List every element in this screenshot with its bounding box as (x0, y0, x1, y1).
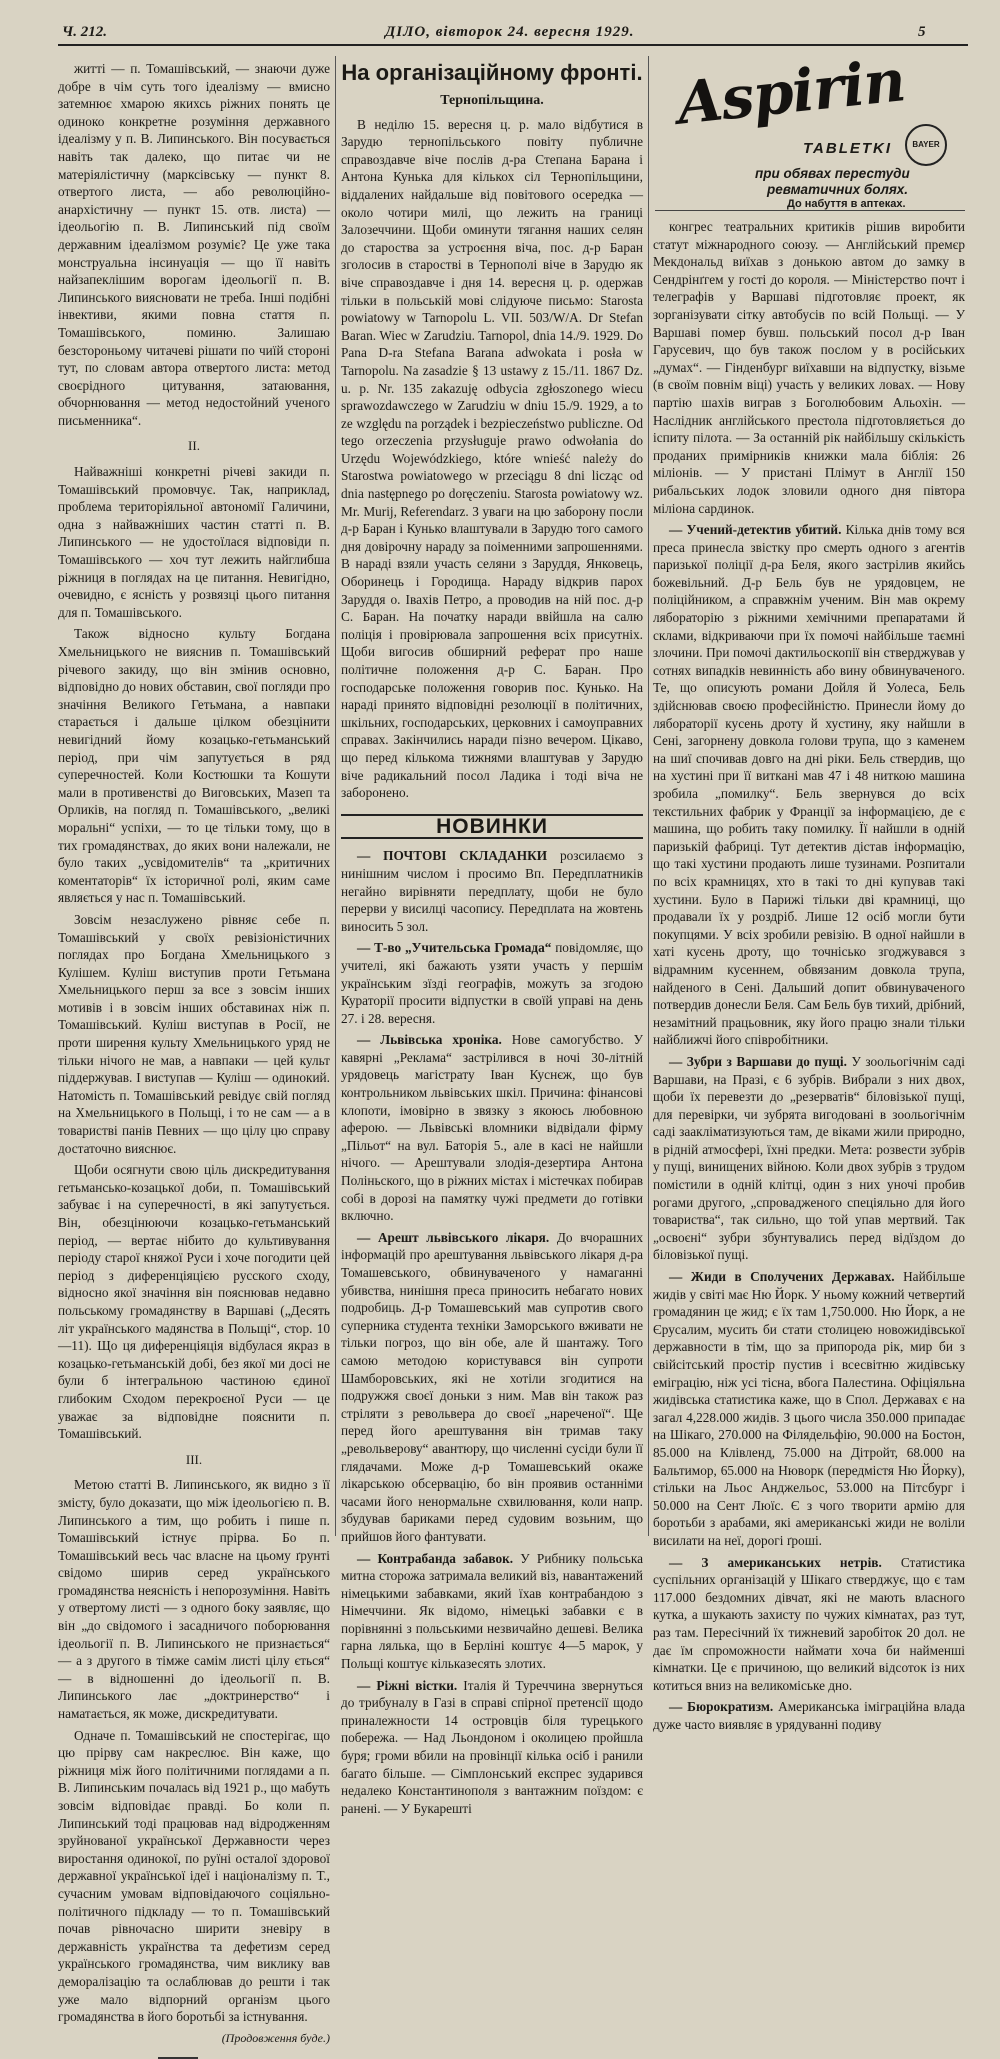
news-headline: — Учений-детектив убитий. (669, 522, 842, 538)
news-item (341, 1550, 643, 1673)
page-header (0, 24, 1000, 46)
news-item (341, 939, 643, 1027)
news-headline: — Львівська хроніка. (357, 1032, 502, 1048)
news-headline: — Зубри з Варшави до пущі. (669, 1053, 847, 1069)
news-text: розсилаємо з нинішним числом і просимо Вп. Передплатників негайно вирівняти передплату, щоби не було перерви у висилці часопису. Передплата на жовтень виносить 5 зол. (341, 848, 643, 934)
news-text: У зоольогічнім саді Варшави, на Празі, є 6 зубрів. Вибрали з них двох, щоби їх перевезти до „резерватів“ біловізької пущі, для перевірки, чи зубрята вигодовані в зоольогічнім саді заакліматизуються там, де віками жили природно, в рідній атмосфері, їхні предки. Мета: розвести зубрів у пущі, винищених війною. Коли двох зубрів з трудом помістили в одній клітці, один з них уночі пробив рогами другого, „спровадженого спеціяльно для його товариства“, так сильно, що той упав мертвий. Так „освоєні“ зубри збунтувались перед відїздом до біловізької пущі. (653, 1053, 965, 1263)
paragraph: Одначе п. Томашівський не спостерігає, що цю прірву сам накреслює. Він каже, що ріжниця між його політичними поглядами а п. В. Липинським почалась від 1921 р., що мабуть зовсім відповідає правді. Бо коли п. Липинський тоді працював над відродженням зруйнованої української Державности через виростання одинокої, по руїні осталої здорової державної української ідеї і націоналізму п. Т., сучасним умовам відповідаючого соціяльно-політичного підкладу — то п. Томашівський почав рівночасно ширити зневіру в державність українства та дефетизм серед українського громадянства, чим виклику вав деморалізацію та ослаблював до решти і так уже мало відпорний організм цього громадянства в його боротьбі за істнування. (58, 1727, 330, 2025)
news-item (653, 1698, 965, 1733)
paragraph: Також відносно культу Богдана Хмельницького не вияснив п. Томашівський річевого закиду, що він змінив основно, відповідно до нових обставин, свої погляди про значіння Великого Гетьмана, а навпаки старається і дальше цілком обезцінити невигідний йому козацько-гетьманський період, при чім запутується в ряд суперечностей. Коли Костюшки та Кошути мали в противенстві до Виговських, Мазеп та Орликів, на погляд п. Томашівського, „великі моральні“ успіхи, — то це тільки тому, що в тих громадянствах, до яких вони належали, не було таких „усвідомителів“ та „критичних коментаторів“ їх історичної ролі, яким саме являється у нас п. Томашівський. (58, 626, 330, 906)
news-headline: — Т-во „Учительська Громада“ (357, 940, 552, 956)
news-headline: — Арешт львівського лікаря. (357, 1229, 550, 1245)
news-section-header: НОВИНКИ (341, 814, 643, 840)
paragraph: житті — п. Томашівський, — знаючи дуже добре в чім суть того ідеалізму — вмисно затемнює хмарою якихсь ріжних понять це одиноко конкретне розуміння державного ідеалізму у п. В. Липинського. Він посувається навіть так далеко, що питає чи не матеріялістичну (марксівську — пункт 8. отвертого листа, — або революційно-анархістичну — пункт 15. отв. листа) — ідеольогію п. В. Липинський під своїм державним ідеалізмом розуміє? Це уже така монструальна інсинуація — що її навіть найзапеклішим ворогам ідеольогії п. В. Липинського виясновати не треба. Інші подібні інвективи, якими повна стаття п. Томашівського, поминю. Залишаю безстороньому читачеві рішати по чиїй стороні тут, по словам автора отвертого листа: метод своєрідного цитування, затаювання, обчорнювання — метод недостойний ученого письменника“. (58, 61, 330, 428)
section-number: III. (185, 1451, 203, 1467)
news-text: Кілька днів тому вся преса принесла звістку про смерть одного з агентів паризької поліції д-ра Беля, якого застрілив якийсь божевільний. Д-р Бель був не урядовцем, не поліційником, а справжнім ученим. Він мав окрему лябораторію з ріжними хемічними препаратами й склами, відкриваючи при їх помочі найбільше таємні злочини. При помочі дактильоскопії він стверджував у сотнях випадків невинність або вину обвинуваченого. Те, що описують романи Дойля й Уолеса, Бель здійснював своєю професійністю. Принесли йому до лябораторії кусень дроту й хустину, яку найшли в Сені, загорнену довкола голови трупа, що з каменем на шиї спочивав довго на дні ріки. Бель ствердив, що на хустині при її виткані мав 47 і 48 ниткою машина зробила „помилку“. Бель звернувся до всіх текстильних фабрик у Франції за інформацією, де є машина, що робить таку помилку. Її найшли в одній паризькій фабриці. Тут детектив дістав інформацію, що такі хустини продають лише тузинами. Розпитали по всіх крамницях, хто в такі то дні купував такі хустини. Було в Парижі тільки дві крамниці, що продавали їх у роздріб. Лише 12 осіб могли бути покупцями. У всіх зробили ревізію. В одної найшли в хаті кусень дроту, що точнісько згоджувався з відрамним кусеннем, обвязаним довкола трупа, найденого в Сені. Дальший допит обвинуваченого потвердив донесли Беля. Сам Бель був тихий, дрібний, незамітний працьовник, яку його працю знали тільки найближчі його співробітники. (653, 522, 965, 1048)
news-headline: — Ріжні вістки. (357, 1677, 458, 1693)
news-text: Американська іміграційна влада дуже часто виявляє в урядуванні подиву (653, 1699, 965, 1732)
paragraph: конгрес театральних критиків рішив виробити статут міжнародного союзу. — Англійський премєр Мекдональд виїхав з донькою автом до замку в Сендрінґгем у гості до короля. — Міністерство почт і телеграфів у Варшаві підготовляє проект, як зорганізувати сітку автобусів по всій Польщі. — У Варшаві помер бувш. польський посол д-р Іван Гарусевич, що був також послом у в російських „думах“. — Гінденбург виїхавши на відпустку, візьме (в своїм повнім віці) участь у великих ловах. — Нову партію шахів виграв з Боголюбовим Альохін. — Наслідник англійського престола підготовляється до іспиту пілота. — За останній рік найбільшу скількість проданих примірників книжки мала біблія: 26 міліонів. — У пристані Плімут в Англії 150 рибальських лодок зловили одного дня півтора міліона сардинок. (653, 219, 965, 516)
ad-line: при обявах перестуди (755, 166, 910, 181)
news-text: Найбільше жидів у світі має Ню Йорк. У ньому кожний четвертий громадянин це жид; є їх там 1,750.000. Ню Йорк, а не Єрусалим, мусить би стати столицею новожидівської державности в тім, що за припорода рік, мир би з свійсітський простір пустив і всесвітню жидівську еміграцію, ніж усі тісна, вбога Палестина. Офіціяльна жидівська статистика каже, що в Спол. Державах є на загал 4,228.000 жидів. З цього числа 350.000 припадає на Шікаго, 270.000 на Філядельфію, 90.000 на Бостон, 85.000 на Клівленд, 75.000 на Дітройт, 68.000 на Бальтимор, 65.000 на Нюворк (передмістя Ню Йорку), стільки на Льос Анджельос, 53.000 на Пітсбург і 50.000 на Сент Люїс. Є з чого творити армію для боротьби з арабами, які американські жиди не воліли висилати на неї, дорогі ґроші. (653, 1269, 965, 1548)
aspirin-advertisement (655, 46, 965, 211)
column-2 (341, 60, 643, 1816)
news-item (653, 1268, 965, 1550)
news-item (653, 521, 965, 1049)
paragraph: Найважніші конкретні річеві закиди п. Томашівський промовчує. Так, наприклад, проблема територіяльної автономії Галичини, одна з найважніших частин статті п. В. Липинського — не удостоїлася відповіди п. Томашівського — хоч тут лежить найглибша ріжниця в поглядах на це питання. Невигідно, очевидно, є ясність у розвязці цього питання для п. Томашівського. (58, 464, 330, 620)
news-headline: — З американських нетрів. (669, 1554, 882, 1570)
column-divider (335, 56, 336, 1536)
ad-line: ревматичних болях. (767, 182, 909, 197)
ad-line: До набуття в аптеках. (787, 198, 906, 210)
paragraph: В неділю 15. вересня ц. р. мало відбутися в Зарудю тернопільського повіту публичне справоздавче віче послів д-ра Степана Барана і Антона Кунька для кількох сіл Тернопільщини, віддалених найдальше від повітового осередка — около чотири милі, що лежить на границі Залозеччини. Щоби оминути тягання наших селян до староства за устроєння віча, пос. д-р Баран зголосив в старостві в Тернополі віче в Зарудю як віче справоздавче і дня 14. вересня ц. р. одержав тільки в польській мові слідуюче письмо: Starosta powiatowy w Tarnopolu L. VII. 503/W/A. Dr Stefan Baran. Wiec w Zarudziu. Tarnopol, dnia 14./9. 1929. Do Pana D-ra Stefana Barana adwokata i posła w Tarnopolu. Na zasadzie § 13 ustawy z 15./11. 1867 Dz. u. p. Nr. 135 zakazuję odbycia zgłoszonego wiecu sprawozdawczego w Zarudziu w dniu 15./9. 1929, a to ze względu na porządek i bezpieczeństwo publiczne. Od tego orzeczenia przysługuje prawo odwołania do Urzędu Wojewódzkiego, które wnieść należy do Starostwa powiatowego w przeciągu 8 dni licząc od dnia następnego po doręczeniu. Starosta powiatowy wz. Mr. Murij, Referendarz. З уваги на цю заборону посли д-р Баран і Кунько влаштували в Зарудю того самого дня довірочну нараду за поіменними запрошеннями. В нараді взяли участь селяни з Заруддя, Янковець, Оборинець і Городища. Нараду відкрив парох Заруддя о. Івахів Петро, а проводив на ній пос. д-р С. Баран. На початку наради ввійшла на салю поліція і провірювала запрошення всіх присутніх. Щоби вигосив обширний реферат про наше політичне положення д-р С. Баран. Про господарське положення говорив пос. Кунько. На нараді принято відповідні резолюції в політичних, шкільних, господарських, церковних і самоуправних справах. Закінчились наради пізно вечером. Цікаво, що перед кількома тижнями влаштував у Зарудю віче радикальний посол Ладика і тоді віча не заборонено. (341, 116, 643, 801)
news-text: повідомляє, що учителі, які бажають узяти участь у першім українським зїзді географів, можуть за згодою Кураторії просити відпустки в своїй управі на день 27. і 28. вересня. (341, 940, 643, 1026)
news-headline: — ПОЧТОВІ СКЛАДАНКИ (357, 848, 548, 864)
news-text: Статистика суспільних організацій у Шікаго стверджує, що є там 117.000 бездомних дівчат, які не мають власного кутка, а шукають захисту по чужих кімнатах, раз тут, раз там. Пересічний їх тижневий заробіток 20 дол. не дає їм спроможности наймати хоча би найменші кімнатки. Це є причиною, що великий відсоток із них котиться вниз на великоміське дно. (653, 1554, 965, 1693)
column-1 (58, 60, 330, 2045)
news-text: У Рибнику польська митна сторожа затримала великий віз, навантажений німецькими забавками, який їхав контрабандою з Німеччини. Як відомо, німецькі забавки є в порівнянні з польськими незвичайно дешеві. Велика гарна лялька, що в Берліні коштує 4—5 марок, у Польщі коштує кільказесять злотих. (341, 1550, 643, 1672)
continuation-note: (Продовження буде.) (221, 2030, 330, 2045)
article-subtitle: Тернопільщина. (440, 93, 544, 108)
page-number: 5 (918, 24, 926, 40)
ad-tablets-label: TABLETKI (803, 140, 893, 157)
news-item (341, 1031, 643, 1225)
article-title: На організаційному фронті. (341, 60, 643, 85)
news-headline: — Жиди в Сполучених Державах. (669, 1269, 895, 1285)
news-item (653, 1554, 965, 1695)
paragraph: Зовсім незаслужено рівняє себе п. Томашівський у своїх ревізіоністичних поглядах про Богдана Хмельницького з Кулішем. Куліш виступив проти Гетьмана Хмельницького перш за все з зовсім інших мотивів і в зовсім інших обставинах ніж п. Томашівський. Куліш виступав в Росії, не проти ширення культу Хмельницького уряд не тільки нічого не мав, а навпаки — цей культ піддержував. І виступав — Куліш — одинокий. Натомість п. Томашівський ревідує свій погляд на Хмельницького в Польщі, і то не сам — а в товаристві панів Певних — що цілу цю справу достаточно вияснює. (58, 911, 330, 1156)
header-rule (58, 44, 968, 46)
column-divider (648, 56, 649, 1536)
ad-brand: Aspirin (674, 46, 908, 138)
issue-number: Ч. 212. (62, 24, 107, 40)
news-item (653, 1053, 965, 1264)
paragraph: Щоби осягнути свою ціль дискредитування гетьмансько-козацької доби, п. Томашівський забуває і на суперечності, в які запутується. Він, обезцінюючи козацько-гетьманський період, — вертає нібито до культивування періоду старої княжої Руси і хоче погодити цей період з диференціяцією русского сходу, відносно якої значіння він пояснював недавно польському громадянству в Варшаві („Десять літ українського мадянства в Польщі“, стор. 10—11). Що ця диференціяція відбулася якраз в козацько-гетьманській добі, без якої ми досі не були б інтегральною частиною єдиної глибоким Сходом перекроєної Руси — це уважає за відповідне пояснити п. Томашівський. (58, 1162, 330, 1442)
news-item (341, 1229, 643, 1546)
news-headline: — Контрабанда забавок. (357, 1550, 514, 1566)
news-item (341, 1677, 643, 1818)
masthead: ДІЛО, вівторок 24. вересня 1929. (385, 24, 635, 40)
news-headline: — Бюрократизм. (669, 1699, 774, 1715)
paragraph: Метою статті В. Липинського, як видно з її змісту, було доказати, що між ідеольогією п. В. Липинського а тим, що робить і пише п. Томашівський істнує прірва. Бо п. Томашівський весь час власне на цьому ґрунті свідомо ширив серед українського громадянства неясність і непорозуміння. Навіть у отвертому листі — з одного боку заявляє, що він „до свідомого і засадничого поборювання ідеольогії п. В. Липинського не признається“ — а з другого в тімже самім листі цілу ється“ — в відношенні до ідеольогії п. В. Липинського лає „доктринерство“ і наматається, як може, дискредитувати. (58, 1477, 330, 1722)
news-item (341, 847, 643, 935)
news-text: Нове самогубство. У кавярні „Реклама“ застрілився в ночі 30-літній урядовець магістрату Іван Куснєж, що був контрольником львівських шкіл. Причина: фінансові клопоти, імовірно в звязку з якоюсь любовною аферою. — Львівські вломники відвідали фірму „Пільот“ на вул. Баторія 5., але в касі не найшли нічого. — Арештували злодія-дезертира Антона Поліньского, що в ріжних містах і містечках побирав собі в дорозі на памятку чужі предмети до готівки включно. (341, 1032, 643, 1224)
bayer-cross-icon: BAYER (905, 124, 947, 166)
news-text: Італія й Туреччина звернуться до трибуналу в Газі в справі спірної претенсії щодо приналежности 14 островців біля турецького побережа. — Над Льондоном і околицею пройшла буря; громи вбили на провінції кілька осіб і ранили багато більше. — Сімплонський експрес зударився недалеко Константинополя з вантажним поїздом: є ранені. — У Букарешті (341, 1677, 643, 1816)
column-3 (653, 218, 965, 1732)
news-text: До вчорашних інформацій про арештування львівського лікаря д-ра Томашевського, обвинуваченого у намаганні убивства, нинішня преса приносить небагато нових подробиць. Д-р Томашевський мав супротив свого суперника студента техніки Заморського вживати не тільки погроз, що він обе, але й шантажу. Того самою методою користувався він супроти Шамборовських, які не хотіли згодитися на подружжя своєї доньки з ним. Мав він також раз стріляти з револьвера до своєї „нареченої“. Ще перед його арештування він тримав таку „револьверову“ авантюру, що численні сусіди були її глядачами. Може д-р Томашевський окаже лікарською обсервацію, бо він проявив останніми часами його ненормальне схвилювання, коли напр. збудував бариками перед судовим возьним, що прийшов його фантувати. (341, 1229, 643, 1544)
section-number: II. (188, 438, 200, 454)
